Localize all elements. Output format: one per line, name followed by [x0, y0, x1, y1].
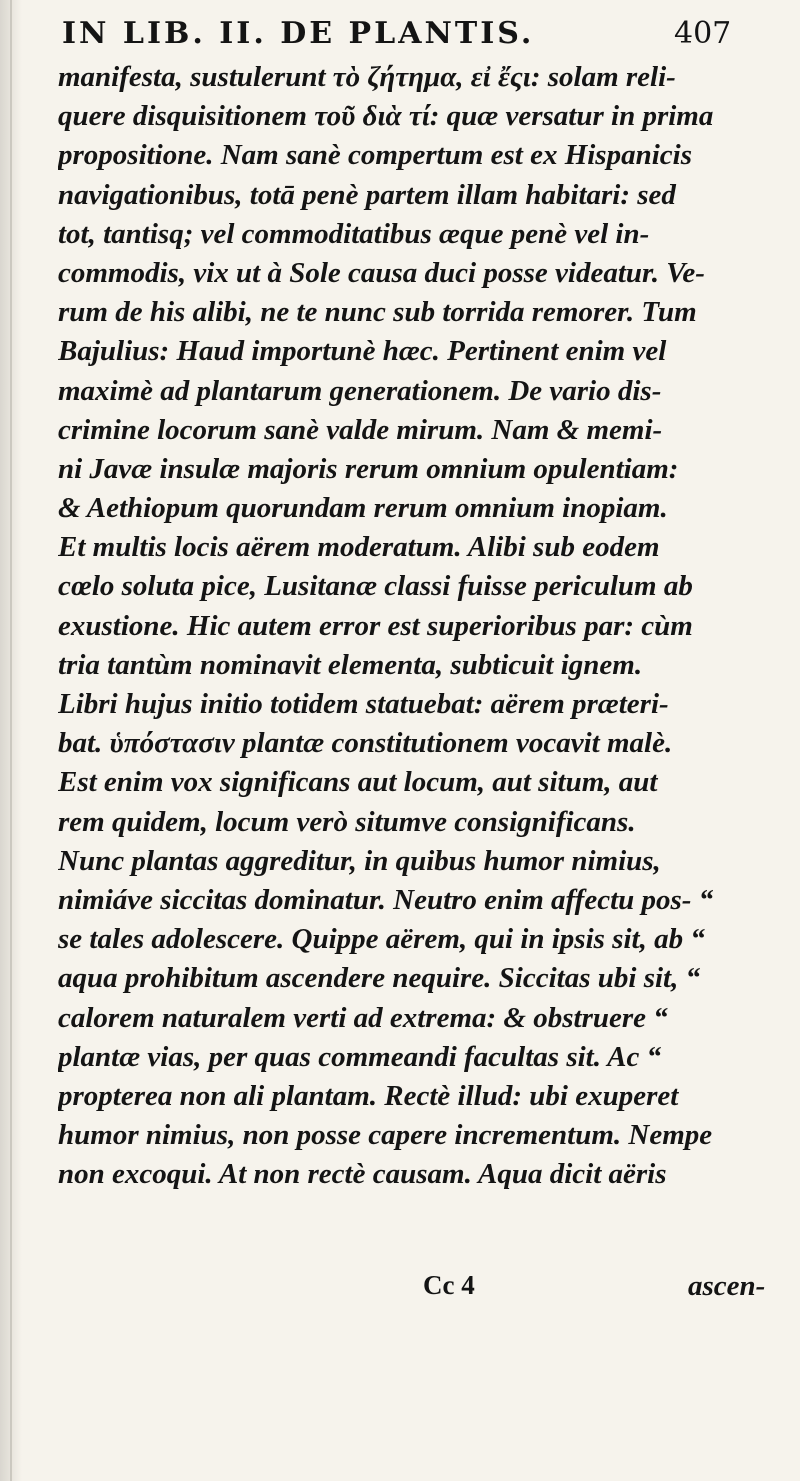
text-line: nimiáve siccitas dominatur. Neutro enim affectu pos- “	[58, 883, 714, 916]
text-line: maximè ad plantarum generationem. De vario dis-	[58, 374, 662, 407]
text-line: manifesta, sustulerunt τὸ ζήτημα, εἰ ἔςι: solam reli-	[58, 61, 676, 93]
text-line: cœlo soluta pice, Lusitanæ classi fuisse periculum ab	[58, 570, 693, 603]
gutter-line	[10, 0, 12, 1481]
text-line: Bajulius: Haud importunè hæc. Pertinent enim vel	[58, 335, 667, 368]
text-line: navigationibus, totā penè partem illam habitari: sed	[58, 178, 676, 211]
text-line: non excoqui. At non rectè causam. Aqua dicit aëris	[58, 1158, 667, 1191]
text-line: propterea non ali plantam. Rectè illud: ubi exuperet	[58, 1079, 679, 1112]
text-line: exustione. Hic autem error est superioribus par: cùm	[58, 609, 693, 642]
catchword: ascen-	[688, 1270, 766, 1302]
signature-mark: Cc 4	[423, 1270, 475, 1300]
text-line: aqua prohibitum ascendere nequire. Siccitas ubi sit, “	[58, 962, 701, 995]
text-line: ni Javæ insulæ majoris rerum omnium opulentiam:	[58, 452, 679, 485]
text-line: tot, tantisq; vel commoditatibus æque penè vel in-	[58, 217, 650, 250]
text-line: plantæ vias, per quas commeandi facultas sit. Ac “	[58, 1040, 662, 1073]
text-line: Est enim vox significans aut locum, aut situm, aut	[58, 766, 658, 799]
text-line: humor nimius, non posse capere incrementum. Nempe	[58, 1119, 713, 1152]
page-number: 407	[674, 16, 732, 51]
text-line: se tales adolescere. Quippe aërem, qui in ipsis sit, ab “	[58, 923, 705, 956]
text-line: rum de his alibi, ne te nunc sub torrida remorer. Tum	[58, 296, 697, 329]
running-head: IN LIB. II. DE PLANTIS.	[62, 16, 535, 51]
text-line: Libri hujus initio totidem statuebat: aërem præteri-	[58, 688, 669, 720]
text-line: & Aethiopum quorundam rerum omnium inopiam.	[58, 492, 668, 525]
page-header	[62, 16, 762, 56]
text-line: propositione. Nam sanè compertum est ex Hispanicis	[58, 139, 692, 172]
page-footer	[58, 1270, 778, 1310]
text-line: quere disquisitionem τοῦ διὰ τί: quæ versatur in prima	[58, 100, 714, 133]
text-line: bat. ὑπόστασιν plantæ constitutionem vocavit malè.	[58, 727, 673, 760]
text-line: rem quidem, locum verò situmve consignificans.	[58, 805, 636, 838]
text-line: crimine locorum sanè valde mirum. Nam & memi-	[58, 413, 663, 446]
text-line: Nunc plantas aggreditur, in quibus humor nimius,	[58, 844, 661, 877]
text-line: tria tantùm nominavit elementa, subticuit ignem.	[58, 648, 643, 681]
text-line: Et multis locis aërem moderatum. Alibi sub eodem	[58, 531, 660, 564]
text-line: calorem naturalem verti ad extrema: & obstruere “	[58, 1001, 668, 1034]
text-line: commodis, vix ut à Sole causa duci posse videatur. Ve-	[58, 256, 705, 289]
body-text	[58, 58, 778, 1194]
